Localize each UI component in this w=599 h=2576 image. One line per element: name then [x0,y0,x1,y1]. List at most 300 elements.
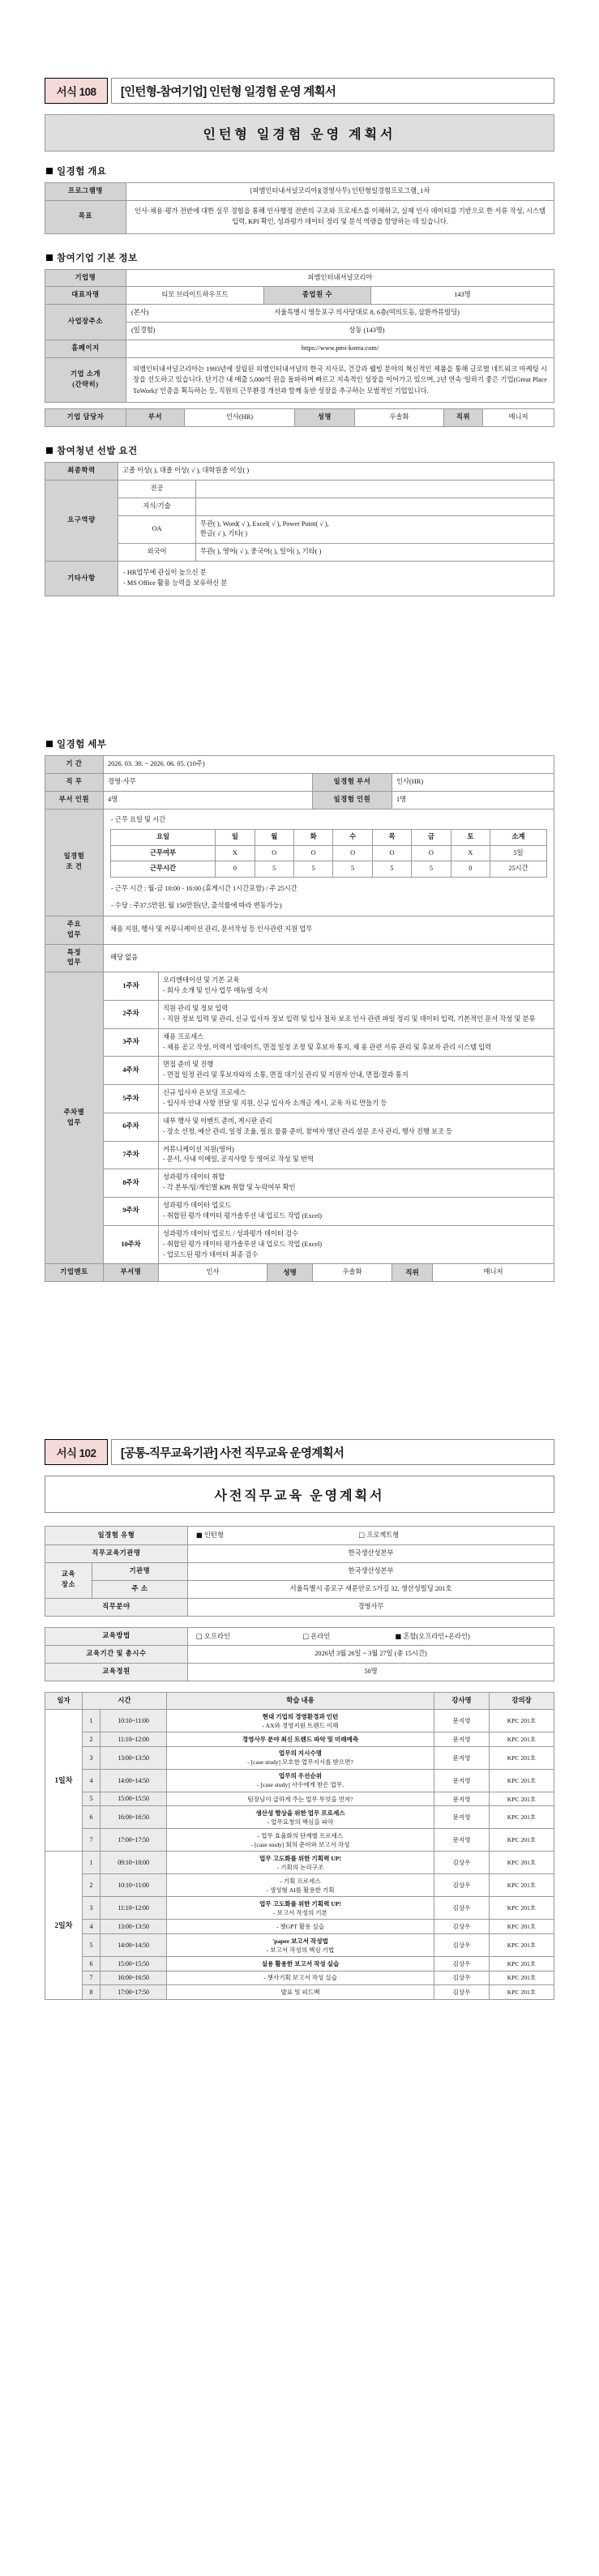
session-no: 6 [83,1957,101,1972]
week-desc: - 장소 선정, 예산 관리, 일정 조율, 필요 물품 준비, 참여자 명단 관리 설문 조사 관리, 행사 진행 보조 등 [163,1127,453,1135]
checkbox-empty-icon[interactable]: □ [196,1631,203,1640]
page-title-3: 사전직무교육 운영계획서 [45,1476,554,1513]
work-time-note: - 근무 시간 : 월-금 10:00 - 16:00 (휴게시간 1시간포함) / 주 25시간 [111,885,297,893]
session-room: KPC 201호 [490,1746,554,1769]
table-row [45,1646,554,1664]
session-no: 1 [83,1852,101,1874]
week-desc: - 직원 정보 입력 및 관리, 신규 입사자 정보 입력 및 입사 절차 보조 인사 관련 파일 정리 및 데이터 입력, 기본적인 문서 작성 및 분류 [163,1015,536,1023]
week-title: 신규 입사자 온보딩 프로세스 [163,1089,246,1097]
mentor-dept-label: 부서명 [104,1264,159,1282]
session-no: 4 [83,1920,101,1934]
week-content [159,1198,554,1226]
table-row [45,1852,554,1874]
allowance-note: - 수당 : 주37.5만원, 월 150만원(단, 출석률에 따라 변동가능) [111,901,282,909]
session-teacher: 김상우 [434,1897,490,1920]
session-no: 7 [83,1971,101,1985]
goal-label: 목표 [45,200,126,233]
etc-line2: - MS Office 활용 능력을 보유하신 분 [123,579,228,587]
session-sub: - 챗사기획 보고서 작성 실습 [263,1974,337,1982]
address-hq-cell [126,305,554,323]
week-desc: - 취합된 평가 데이터 평가솔루션 내 업로드 작업 (Excel) [163,1211,323,1220]
session-room: KPC 201호 [490,1957,554,1972]
competency-label: 요구역량 [45,480,118,561]
work-flag-0: 근무여부 [111,845,216,861]
session-sub: - 기획의 논리구조 [276,1863,324,1871]
special-task-label-line2: 업무 [66,959,82,967]
mentor-name-value: 우솔화 [313,1264,392,1282]
company-name-value: 피엠인터내셔널코리아 [126,269,554,287]
week-content [159,1057,554,1085]
main-task-label-line2: 업무 [66,930,82,938]
table-row [111,861,547,878]
method-option-blended[interactable] [396,1631,470,1643]
table-row [45,305,554,323]
method-option-online-label: 온라인 [310,1632,331,1640]
intro-label-line2: (간략히) [72,381,99,389]
session-no: 3 [83,1746,101,1769]
session-title: 업무 고도화를 위한 기획력 UP! [259,1899,341,1907]
session-teacher: 김상우 [434,1957,490,1972]
table-row [45,515,554,544]
session-teacher: 문지영 [434,1732,490,1747]
employee-count-value: 143명 [371,287,554,305]
place-address-label: 주 소 [92,1580,188,1598]
dept-size-value: 4명 [104,791,313,809]
table-row [45,809,554,916]
work-hours-4: 5 [333,861,372,878]
weekday-header-4: 수 [333,829,372,845]
training-method-options [188,1627,554,1646]
session-time: 17:00~17:50 [101,1829,167,1852]
table-row [45,1957,554,1972]
experience-dept-label: 일경험 부서 [313,773,392,791]
table-row [45,1710,554,1732]
session-content [167,1897,434,1920]
work-hours-7: 0 [451,861,490,878]
overview-table [45,182,554,234]
session-room: KPC 201호 [490,1710,554,1732]
session-room: KPC 201호 [490,1971,554,1985]
table-row [45,340,554,358]
table-row [45,1732,554,1747]
session-time: 13:00~13:50 [101,1746,167,1769]
experience-type-label: 일경험 유형 [45,1527,188,1545]
week-content [159,1141,554,1169]
training-method-table [45,1627,554,1682]
training-capacity-label: 교육정원 [45,1664,188,1681]
session-teacher: 문지영 [434,1806,490,1829]
experience-headcount-value: 1명 [392,791,554,809]
section-heading-detail-label: 일경험 세부 [57,739,107,750]
week-no: 2주차 [104,1001,159,1029]
table-row [45,498,554,515]
session-room: KPC 201호 [490,1829,554,1852]
work-flag-6: O [412,845,451,861]
homepage-label: 홈페이지 [45,340,126,358]
week-no: 6주차 [104,1113,159,1141]
session-time: 11:10~12:00 [101,1732,167,1747]
session-no: 2 [83,1732,101,1747]
table-row [45,1113,554,1141]
method-option-offline[interactable] [196,1631,301,1643]
table-row [45,200,554,233]
table-row [45,1971,554,1985]
training-place-label-line2: 장소 [61,1581,76,1589]
session-no: 3 [83,1897,101,1920]
table-row [45,357,554,402]
goal-value: 인사·채용·평가 전반에 대한 실무 경험을 통해 인사행정 전반의 구조와 프로세스를 이해하고, 실제 인사 데이터를 기반으로 한 서류 작성, 시스템 입력, KPI 확인, 성과평가 데이터 정리 및 분석 역량을 함양하는 데 있습니다. [126,200,554,233]
session-content [167,1957,434,1972]
type-option-intern-label: 인턴형 [203,1532,224,1540]
work-hours-6: 5 [412,861,451,878]
week-desc: - 면접 일정 관리 및 후보자와의 소통, 면접 대기실 관리 및 지원자 안내, 면접/결과 통지 [163,1071,409,1079]
table-row [45,1198,554,1226]
weekday-header-1: 일 [216,829,255,845]
training-place-label [45,1562,92,1598]
special-task-value: 해당 없음 [104,944,554,972]
session-room: KPC 201호 [490,1934,554,1957]
session-teacher: 김상우 [434,1920,490,1934]
table-row [45,1693,554,1710]
page-title-1: 인턴형 일경험 운영 계획서 [45,114,554,152]
session-content [167,1971,434,1985]
section-heading-company [46,251,554,264]
session-content [167,1985,434,2000]
session-title: 업무의 우선순위 [278,1772,323,1780]
session-room: KPC 201호 [490,1806,554,1829]
table-row [45,1028,554,1057]
intro-label [45,357,126,402]
session-sub: 발표 및 피드백 [280,1989,320,1997]
work-hours-8: 25시간 [490,861,547,878]
table-row [45,1264,554,1282]
table-row [45,1829,554,1852]
mentor-dept-value: 인사 [206,1268,220,1276]
manager-label: 기업 담당자 [45,409,126,427]
period-value: 2026. 03. 30. ~ 2026. 06. 05. (10주) [104,755,554,773]
place-address-value: 서울특별시 종로구 새문안로 5가길 32, 생산성빌딩 201호 [188,1580,554,1598]
weekday-header-3: 화 [293,829,332,845]
page-2 [0,600,599,1282]
session-no: 4 [83,1769,101,1792]
session-teacher: 문지영 [434,1746,490,1769]
session-title: 업무의 지시수명 [278,1749,323,1758]
condition-head: - 근무 요일 및 시간 [111,815,166,823]
session-time: 13:00~13:50 [101,1920,167,1934]
week-content [159,1028,554,1057]
week-no: 7주차 [104,1141,159,1169]
session-time: 17:00~17:50 [101,1985,167,2000]
company-name-label: 기업명 [45,269,126,287]
work-flag-1: X [216,845,255,861]
form-header-3 [45,1439,554,1465]
main-task-label-line1: 주요 [66,920,82,928]
session-title: 업무 고도화를 위한 기획력 UP! [259,1854,341,1862]
week-no: 3주차 [104,1028,159,1057]
week-desc: - 입사자 안내 사항 전달 및 지원, 신규 입사자 소개글 게시, 교육 자료 만들기 등 [163,1100,387,1108]
session-time: 16:00~16:50 [101,1806,167,1829]
mentor-position-row [392,1264,554,1282]
etc-label: 기타사항 [45,562,118,596]
address-site-tag: (일경험) [131,327,156,335]
work-flag-8: 5일 [490,845,547,861]
session-room: KPC 201호 [490,1920,554,1934]
square-bullet-icon [46,254,53,261]
week-desc: - 취합된 평가 데이터 평가솔루션 내 업로드 작업 (Excel) [163,1240,323,1248]
oa-label: OA [118,515,196,544]
session-time: 09:10~10:00 [101,1852,167,1874]
mentor-name-label: 성명 [267,1264,312,1281]
page-1 [0,0,599,596]
week-no: 10주차 [104,1225,159,1264]
session-no: 1 [83,1710,101,1732]
manager-name-label: 성명 [295,409,355,427]
session-title: 생산성 향상을 위한 업무 프로세스 [255,1809,345,1817]
method-option-online[interactable] [302,1631,393,1643]
homepage-value[interactable]: https://www.pmi-korea.com/ [126,340,554,358]
table-row [45,287,554,305]
manager-position-value: 매니저 [483,409,554,427]
method-option-blended-label: 혼합(오프라인+온라인) [403,1632,470,1640]
experience-headcount-label: 일경험 인원 [313,791,392,809]
job-field-label: 직무분야 [45,1598,188,1616]
weekday-header-7: 토 [451,829,490,845]
table-row [45,916,554,944]
table-row [45,944,554,972]
session-content [167,1874,434,1897]
weekly-task-label-line2: 업무 [66,1118,82,1126]
session-title: 'paper 보고서 작성법 [272,1937,328,1945]
session-teacher: 문지영 [434,1710,490,1732]
table-row [45,1527,554,1545]
session-no: 8 [83,1985,101,2000]
main-task-label [45,916,104,944]
job-label: 직 무 [45,773,104,791]
week-title: 면접 준비 및 진행 [163,1061,214,1069]
condition-cell [104,809,554,916]
form-badge-102: 서식 102 [45,1439,108,1465]
table-row [45,1141,554,1169]
special-task-label [45,944,104,972]
week-title: 성과평가 데이터 업로드 [163,1202,232,1210]
table-row [45,1598,554,1616]
table-row [45,1627,554,1646]
session-content [167,1934,434,1957]
curriculum-header-content: 학습 내용 [167,1693,434,1710]
session-title: 경영사무 분야 최신 트렌드 파악 및 미래예측 [242,1736,359,1744]
week-desc: - 채용 공고 작성, 이력서 업데이트, 면접 일정 조정 및 후보자 통지, 채 용 관련 서류 관리 및 후보자 관리 시스템 입력 [163,1043,492,1051]
table-row [45,1985,554,2000]
work-hours-2: 5 [255,861,293,878]
form-badge-108: 서식 108 [45,78,108,104]
table-row [45,480,554,498]
session-content [167,1732,434,1747]
session-content [167,1769,434,1792]
curriculum-table [45,1692,554,2000]
major-value [196,480,554,498]
session-room: KPC 201호 [490,1732,554,1747]
place-org-value: 한국생산성본부 [188,1562,554,1580]
week-no: 8주차 [104,1169,159,1198]
table-row [45,544,554,562]
table-row [45,1897,554,1920]
job-value: 경영·사무 [104,773,313,791]
curriculum-header-teacher: 강사명 [434,1693,490,1710]
education-value: 고졸 이상( ), 대졸 이상( √ ), 대학원졸 이상( ) [118,463,554,481]
weekly-task-label [45,972,104,1264]
session-sub: - [case study] 모호한 업무지시를 받으면? [247,1758,353,1766]
company-manager-table [45,408,554,427]
table-row [45,1001,554,1029]
method-option-offline-label: 오프라인 [203,1632,230,1640]
section-heading-detail [46,737,554,750]
session-teacher: 김상우 [434,1852,490,1874]
type-option-project-label: 프로젝트형 [366,1532,400,1540]
form-header-1 [45,78,554,104]
address-site-cell [126,323,554,340]
employee-count-label: 종업원 수 [264,287,371,305]
experience-detail-table [45,755,554,1282]
session-teacher: 문지영 [434,1769,490,1792]
session-sub: - 보고서 작성의 기본 [273,1908,327,1916]
address-hq-tag: (본사) [131,309,149,317]
work-flag-5: O [372,845,411,861]
week-no: 5주차 [104,1085,159,1113]
experience-dept-value: 인사(HR) [392,773,554,791]
week-desc: - 각 본부/팀/개인별 KPI 취합 및 누락여부 확인 [163,1184,296,1192]
address-label: 사업장주소 [45,305,126,340]
table-row [45,1169,554,1198]
oa-value-line1: 무관( ), Word( √ ), Excel( √ ), Power Point( √ ), [200,519,329,528]
table-row [45,1057,554,1085]
session-no: 5 [83,1792,101,1806]
table-row [45,1769,554,1792]
square-bullet-icon [46,741,53,747]
address-hq-value: 서울특별시 영등포구 의사당대로 8, 6층(여의도동, 삼환까뮤빌딩) [274,309,460,317]
table-row [45,972,554,1001]
table-row [45,1792,554,1806]
square-bullet-icon [46,168,53,174]
week-content [159,1169,554,1198]
session-no: 6 [83,1806,101,1829]
session-sub: - 업무요청의 핵심을 파악 [267,1818,334,1826]
table-row [45,1806,554,1829]
session-content [167,1710,434,1732]
session-sub2: - 생성형 AI를 활용한 기획 [266,1886,335,1894]
section-heading-company-label: 참여기업 기본 정보 [57,253,138,263]
training-place-label-line1: 교육 [61,1570,76,1578]
session-sub2: - [case study] 회의 준비와 보고서 작성 [250,1840,350,1848]
curriculum-header-day: 일자 [45,1693,83,1710]
ceo-value: 티모 브라이트하우프트 [126,287,264,305]
weekly-schedule-table [110,829,547,878]
weekday-header-5: 목 [372,829,411,845]
table-row [45,1580,554,1598]
work-flag-2: O [255,845,293,861]
mentor-position-value: 매니저 [483,1268,503,1276]
weekday-header-0: 요일 [111,829,216,845]
page-3 [0,1285,599,2032]
week-content [159,1085,554,1113]
program-name-value: [피엠인터내셔널코리아](경영사무) 인턴형일경험프로그램_1차 [126,183,554,201]
session-title: 실용 활용한 보고서 작성 실습 [261,1959,340,1967]
table-row [45,791,554,809]
session-teacher: 김상우 [434,1934,490,1957]
oa-value-line2: 한글( √ ), 기타( ) [200,530,248,538]
week-content [159,1225,554,1264]
curriculum-header-room: 강의장 [490,1693,554,1710]
work-hours-1: 0 [216,861,255,878]
section-heading-requirement [46,444,554,457]
checkbox-empty-icon[interactable]: □ [302,1631,310,1640]
experience-type-options [188,1527,554,1545]
session-content [167,1746,434,1769]
work-flag-7: X [451,845,490,861]
manager-dept-value: 인사(HR) [185,409,295,427]
session-teacher: 문지영 [434,1829,490,1852]
session-teacher: 김상우 [434,1971,490,1985]
requirement-table [45,462,554,596]
session-teacher: 문지영 [434,1792,490,1806]
checkbox-filled-icon[interactable]: ■ [196,1531,203,1540]
curriculum-header-time: 시간 [83,1693,167,1710]
week-content [159,1113,554,1141]
etc-value [118,562,554,596]
dept-size-label: 부서 인원 [45,791,104,809]
mentor-dept-row [159,1264,313,1282]
session-sub: 팀장님이 급하게 주는 업무 무엇을 먼저? [247,1795,353,1803]
checkbox-empty-icon[interactable]: □ [358,1531,366,1540]
session-sub: - 챗GPT 활용 실습 [276,1923,325,1931]
table-row [45,1934,554,1957]
session-room: KPC 201호 [490,1769,554,1792]
company-info-table [45,269,554,404]
session-no: 5 [83,1934,101,1957]
session-sub: - 기획 프로세스 [280,1877,321,1885]
training-info-table [45,1526,554,1616]
intro-value: 피엠인터내셔널코리아는 1993년에 설립된 피엠인터내셔널의 한국 지사로, 건강과 웰빙 분야의 혁신적인 제품을 통해 글로벌 네트워크 마케팅 시장을 선도하고 있습니다. 단기간 내 매출 5,000억 원을 돌파하며 빠르고 지속적인 성장을 이어가고 있으며, 2년 연속 '일하기 좋은 기업(Great Place ToWork)' 인증을 획득하는 등, 직원의 근무환경 개선과 함께 동반 성장을 추구하는 모범적인 기업입니다. [126,357,554,402]
table-row [45,1746,554,1769]
session-time: 14:00~14:50 [101,1934,167,1957]
session-time: 15:00~15:50 [101,1792,167,1806]
session-room: KPC 201호 [490,1852,554,1874]
session-sub: - [case study] 사수에게 받은 업무, [256,1781,344,1789]
type-option-intern[interactable] [196,1530,357,1541]
table-row [45,773,554,791]
type-option-project[interactable] [358,1530,399,1541]
checkbox-filled-icon[interactable]: ■ [395,1631,402,1640]
special-task-label-line1: 특정 [66,948,82,956]
session-room: KPC 201호 [490,1897,554,1920]
training-period-value: 2026년 3월 26일 ~ 3월 27일 (총 15시간) [188,1646,554,1664]
week-desc2: - 업로드된 평가 데이터 최종 검수 [163,1250,259,1258]
session-content [167,1792,434,1806]
table-row [111,829,547,845]
weekday-header-2: 월 [255,829,293,845]
table-row [45,269,554,287]
training-period-label: 교육기간 및 총시수 [45,1646,188,1664]
week-no: 9주차 [104,1198,159,1226]
section-heading-overview [46,164,554,177]
main-task-value: 채용 지원, 행사 및 커뮤니케이션 관리, 문서작성 등 인사관련 지원 업무 [104,916,554,944]
session-sub: - AX와 경영지원 트렌드 이해 [262,1721,339,1729]
week-title: 오리엔테이션 및 기본 교육 [163,976,240,985]
mentor-position-label: 직위 [392,1264,433,1281]
training-org-label: 직무교육기관명 [45,1545,188,1563]
table-row [45,1920,554,1934]
week-title: 성과평가 데이터 업로드 / 성과평가 데이터 검수 [163,1229,299,1237]
week-no: 4주차 [104,1057,159,1085]
